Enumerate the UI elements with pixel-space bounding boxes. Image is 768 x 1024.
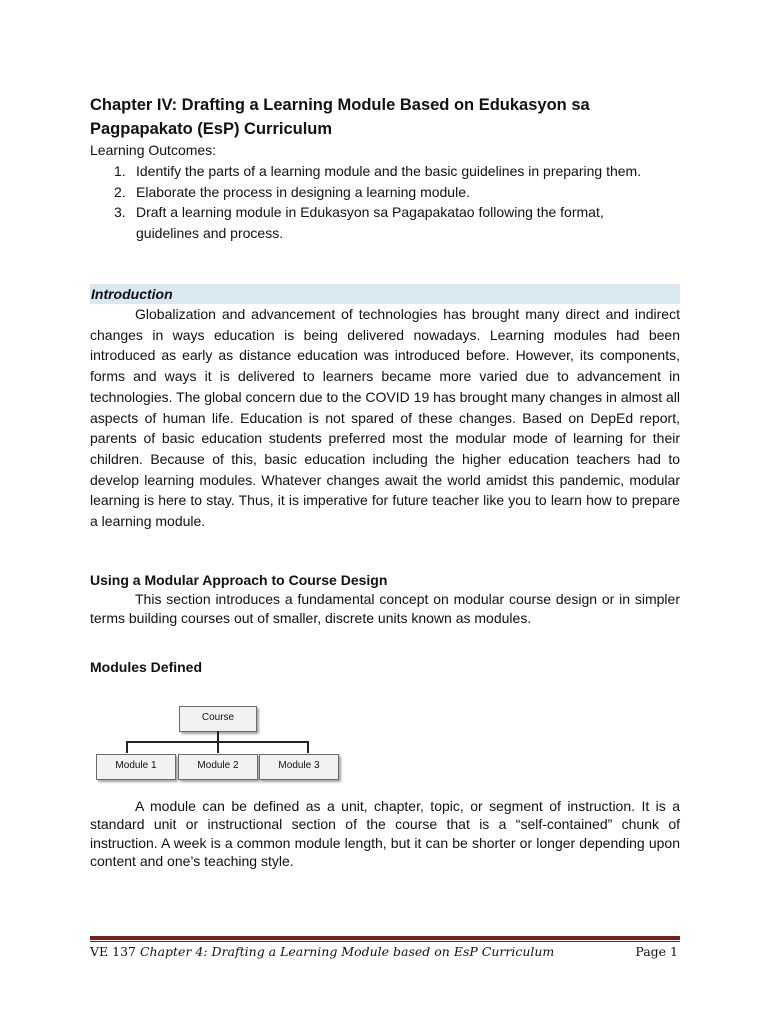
list-item-text: Identify the parts of a learning module and the basic guidelines in preparing them.	[136, 163, 642, 179]
list-number: 2.	[114, 183, 126, 200]
learning-outcomes-list	[90, 161, 650, 243]
module-1-box: Module 1	[96, 754, 176, 780]
course-module-diagram	[96, 706, 340, 780]
connector-line	[217, 731, 219, 741]
footer-course-code: VE 137	[90, 944, 136, 959]
list-number: 1.	[114, 163, 126, 179]
page-number: Page 1	[635, 944, 678, 959]
list-item-text: Elaborate the process in designing a learning module.	[136, 183, 470, 200]
footer-course-title	[90, 944, 554, 959]
connector-line	[307, 741, 309, 753]
module-3-box: Module 3	[259, 754, 339, 780]
modules-defined-heading: Modules Defined	[90, 659, 203, 675]
list-item	[90, 182, 650, 203]
footer-rule-thin	[90, 941, 680, 942]
introduction-heading-text: Introduction	[91, 286, 173, 302]
introduction-heading	[90, 284, 680, 304]
footer-chapter-title: Chapter 4: Drafting a Learning Module based on EsP Curriculum	[139, 944, 555, 959]
module-definition-paragraph: A module can be defined as a unit, chapter, topic, or segment of instruction. It is a standard unit or instructional section of the course that is a “self-contained” chunk of instruction. A week is a common module length, but it can be shorter or longer depending upon content and one’s teaching style.	[90, 798, 680, 869]
introduction-paragraph: Globalization and advancement of technologies has brought many direct and indirect changes in ways education is being delivered nowadays. Learning modules had been introduced as early as distance education was introduced before. However, its components, forms and ways it is delivered to learners became more varied due to advancement in technologies. The global concern due to the COVID 19 has brought many changes in almost all aspects of human life. Education is not spared of these changes. Based on DepEd report, parents of basic education students preferred most the modular mode of learning for their children. Because of this, basic education including the higher education teachers had to develop learning modules. Whatever changes await the world amidst this pandemic, modular learning is here to stay. Thus, it is imperative for future teacher like you to learn how to prepare a learning module.	[90, 306, 680, 530]
connector-line	[217, 741, 219, 753]
chapter-title: Chapter IV: Drafting a Learning Module Based on Edukasyon sa Pagpapakato (EsP) Curriculum	[90, 96, 590, 138]
modular-approach-paragraph: This section introduces a fundamental concept on modular course design or in simpler terms building courses out of smaller, discrete units known as modules.	[90, 591, 680, 626]
list-item	[90, 161, 650, 182]
module-2-box: Module 2	[178, 754, 258, 780]
footer-rule	[90, 936, 680, 940]
modular-approach-heading: Using a Modular Approach to Course Design	[90, 572, 388, 588]
list-item	[90, 202, 650, 243]
list-number: 3.	[114, 204, 126, 220]
learning-outcomes-label: Learning Outcomes:	[90, 142, 217, 158]
course-box: Course	[179, 706, 257, 732]
connector-line	[126, 741, 128, 753]
list-item-text: Draft a learning module in Edukasyon sa Pagapakatao following the format, guidelines and process.	[136, 204, 604, 241]
